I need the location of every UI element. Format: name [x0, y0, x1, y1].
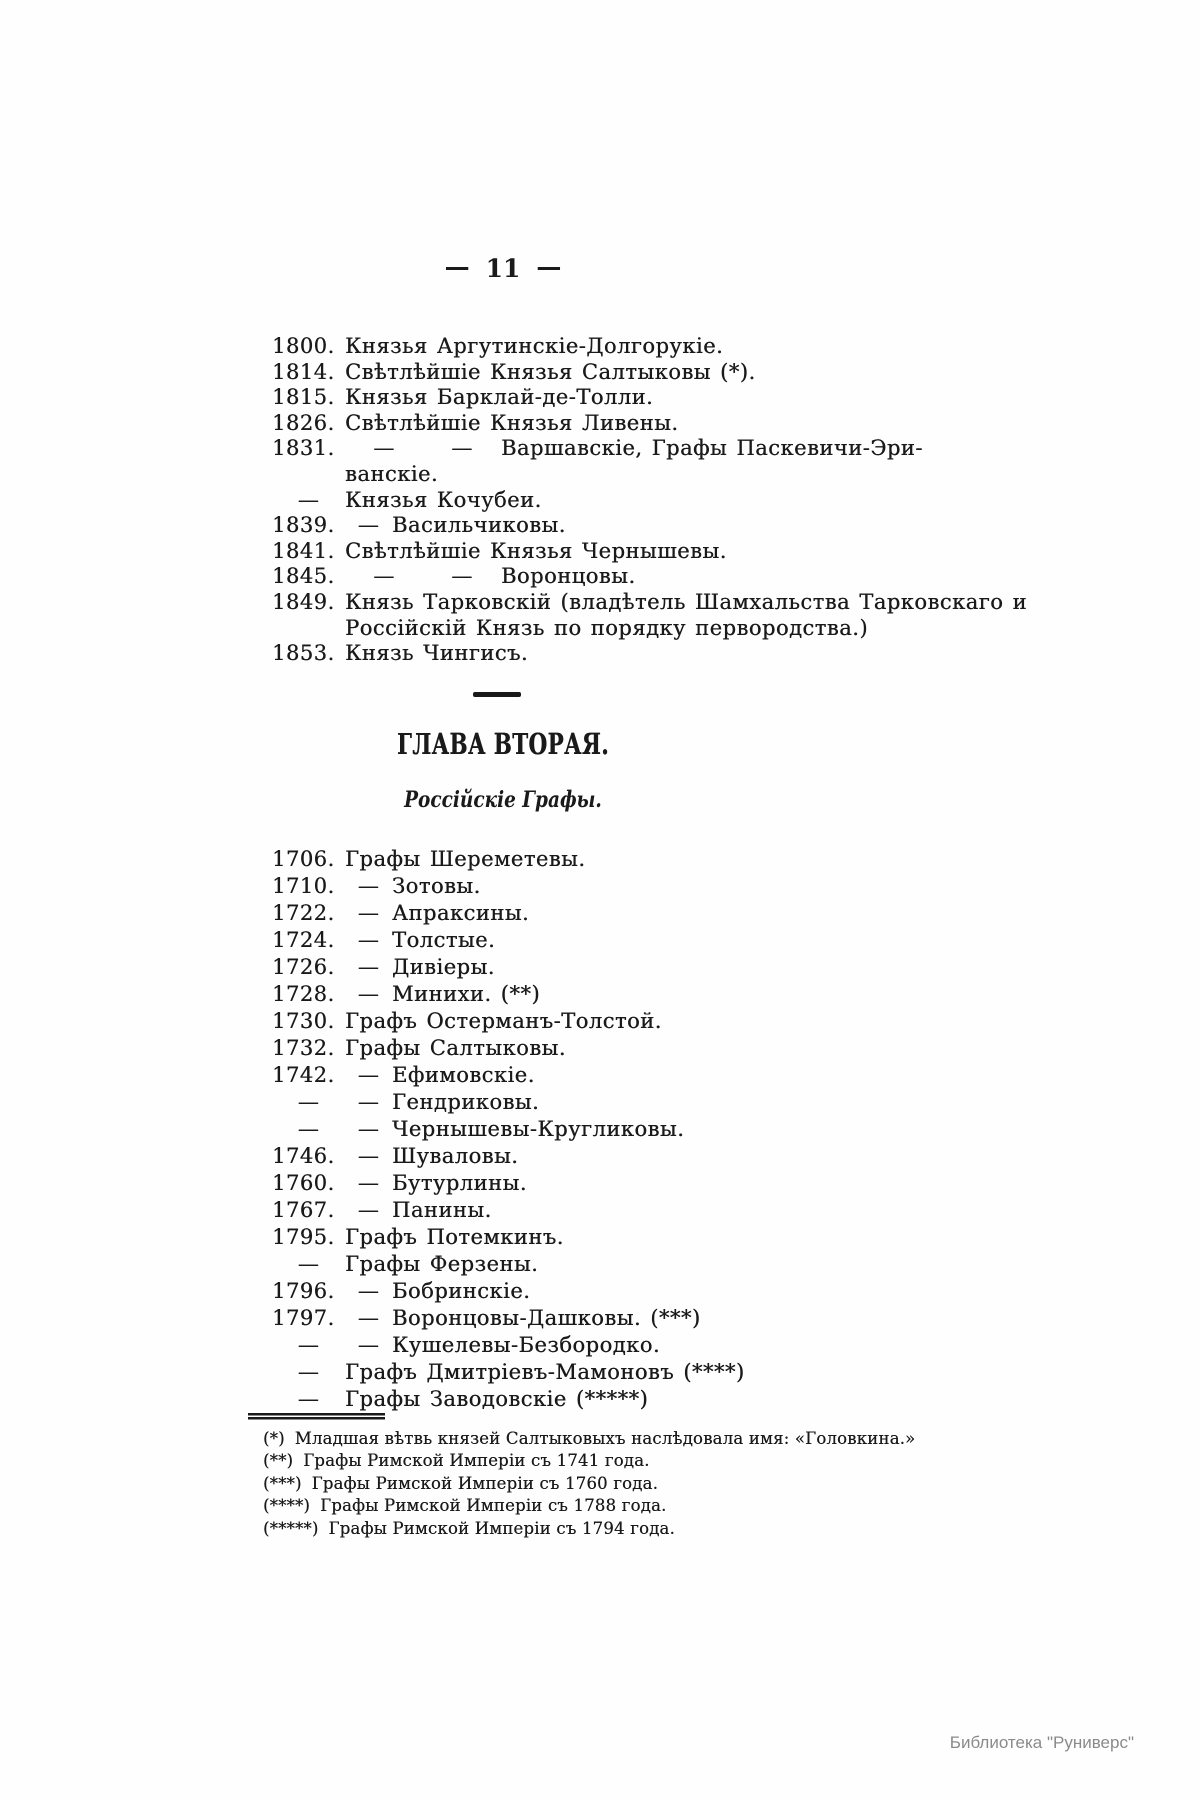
entry-year: 1722.: [272, 901, 335, 925]
entry-text: Варшавскіе, Графы Паскевичи-Эри-: [501, 436, 923, 461]
entry-text: Князья Аргутинскіе-Долгорукіе.: [345, 334, 724, 358]
entry-text: Зотовы.: [392, 874, 481, 898]
list-entry: [272, 539, 1027, 565]
entry-year: 1849.: [272, 589, 335, 614]
section-divider: [473, 692, 521, 697]
entry-dash: —: [357, 874, 380, 898]
footnote-separator: [248, 1413, 385, 1420]
entry-text: Князья Кочубеи.: [345, 487, 542, 512]
entry-year: —: [297, 1252, 320, 1276]
footnote: [263, 1428, 915, 1450]
entry-year: 1800.: [272, 334, 335, 358]
entry-year: —: [297, 1333, 320, 1357]
list-entry: [272, 564, 1027, 590]
list-entry: [272, 1386, 745, 1413]
entry-year: 1797.: [272, 1306, 335, 1330]
footnote: [263, 1495, 915, 1517]
entry-year: 1728.: [272, 982, 335, 1006]
entry-text: Воронцовы-Дашковы. (***): [392, 1306, 701, 1330]
list-entry: [272, 385, 1027, 411]
entry-text: Панины.: [392, 1198, 492, 1222]
entry-year: 1815.: [272, 385, 335, 410]
entry-dash: —: [357, 1306, 380, 1330]
list-entry: [272, 846, 745, 873]
entry-text: Гендриковы.: [392, 1090, 540, 1114]
entry-year: 1767.: [272, 1198, 335, 1222]
footnote-marker: (**): [263, 1451, 294, 1471]
list-entry: [272, 1116, 745, 1143]
entry-text: Бутурлины.: [392, 1171, 527, 1195]
entry-year: —: [297, 1387, 320, 1411]
entry-year: 1710.: [272, 874, 335, 898]
entry-dash: —: [357, 982, 380, 1006]
chapter-subtitle: Россійскіе Графы.: [404, 787, 602, 813]
chapter-title: ГЛАВА ВТОРАЯ.: [397, 727, 609, 761]
list-entry: [272, 1359, 745, 1386]
entry-text: Шуваловы.: [392, 1144, 519, 1168]
list-entry: [272, 1035, 745, 1062]
footnote-marker: (****): [263, 1496, 311, 1516]
list-entry: [272, 927, 745, 954]
footnote-text: Графы Римской Имперіи съ 1760 года.: [311, 1473, 659, 1493]
list-entry: [272, 954, 745, 981]
entry-text: Свѣтлѣйшіе Князья Салтыковы (*).: [345, 359, 756, 384]
list-entry: [272, 981, 745, 1008]
entry-year: 1839.: [272, 513, 335, 538]
entry-year: —: [297, 487, 320, 512]
footnote-marker: (*****): [263, 1518, 319, 1538]
entry-text: Свѣтлѣйшіе Князья Чернышевы.: [345, 538, 727, 563]
entry-year: 1826.: [272, 410, 335, 435]
entry-dash: —: [357, 1144, 380, 1168]
entry-text: Графы Заводовскіе (*****): [345, 1387, 649, 1411]
footnote-text: Графы Римской Имперіи съ 1794 года.: [328, 1518, 675, 1538]
entry-year: 1726.: [272, 955, 335, 979]
entry-dash: —: [357, 1090, 380, 1114]
entry-dash: —: [373, 436, 395, 461]
entry-text: Васильчиковы.: [392, 513, 566, 538]
entry-year: 1853.: [272, 641, 335, 666]
entry-dash: —: [357, 1117, 380, 1141]
entry-text: Графы Шереметевы.: [345, 847, 586, 871]
list-entry: [272, 1197, 745, 1224]
entry-year: 1796.: [272, 1279, 335, 1303]
entry-dash: —: [357, 955, 380, 979]
list-entry: [272, 590, 1027, 641]
entry-dash: —: [357, 1198, 380, 1222]
list-entry: [272, 1062, 745, 1089]
list-entry: [272, 1251, 745, 1278]
entry-text: Графъ Дмитріевъ-Мамоновъ (****): [345, 1360, 745, 1384]
footnote-text: Графы Римской Имперіи съ 1788 года.: [320, 1496, 667, 1516]
list-entry: [272, 360, 1027, 386]
entry-text: Графы Ферзены.: [345, 1252, 539, 1276]
entry-text: Ефимовскіе.: [392, 1063, 535, 1087]
entry-text: Князь Чингисъ.: [345, 641, 529, 666]
chapter2-list: [272, 846, 745, 1413]
footnote: [263, 1473, 915, 1495]
page-number: [0, 254, 1006, 284]
entry-year: 1841.: [272, 538, 335, 563]
footnotes: [263, 1428, 915, 1540]
entry-year: 1795.: [272, 1225, 335, 1249]
list-entry: [272, 411, 1027, 437]
footnote-marker: (*): [263, 1429, 285, 1448]
footnote: [263, 1450, 915, 1472]
entry-dash: —: [357, 1279, 380, 1303]
entry-text: Дивіеры.: [392, 955, 495, 979]
entry-dash: —: [451, 564, 473, 589]
entry-text: Князья Барклай-де-Толли.: [345, 385, 654, 410]
entry-year: 1814.: [272, 359, 335, 384]
list-entry: [272, 1224, 745, 1251]
entry-text: Кушелевы-Безбородко.: [392, 1333, 661, 1357]
entry-text: Апраксины.: [392, 901, 530, 925]
entry-dash: —: [357, 1171, 380, 1195]
entry-year: 1706.: [272, 847, 335, 871]
entry-text: Минихи. (**): [392, 982, 541, 1006]
entry-text: Воронцовы.: [501, 564, 636, 589]
entry-year: 1724.: [272, 928, 335, 952]
entry-text: Графъ Остерманъ-Толстой.: [345, 1009, 662, 1033]
footnote: [263, 1518, 915, 1540]
entry-year: 1845.: [272, 564, 335, 589]
list-entry: [272, 1278, 745, 1305]
entry-year: —: [297, 1117, 320, 1141]
entry-dash: —: [451, 436, 473, 461]
entry-dash: —: [373, 564, 395, 589]
chapter1-list: [272, 334, 1027, 667]
list-entry: [272, 1305, 745, 1332]
footnote-marker: (***): [263, 1473, 302, 1493]
entry-dash: —: [357, 928, 380, 952]
list-entry: [272, 513, 1027, 539]
list-entry: [272, 334, 1027, 360]
list-entry: [272, 1170, 745, 1197]
list-entry: [272, 488, 1027, 514]
list-entry: [272, 436, 1027, 487]
entry-year: 1746.: [272, 1144, 335, 1168]
entry-continuation: ванскіе.: [345, 461, 439, 486]
entry-year: 1831.: [272, 436, 335, 461]
watermark: Библиотека "Руниверс": [949, 1733, 1134, 1752]
entry-year: 1760.: [272, 1171, 335, 1195]
footnote-text: Графы Римской Имперіи съ 1741 года.: [303, 1451, 650, 1471]
entry-text: Чернышевы-Кругликовы.: [392, 1117, 685, 1141]
entry-year: 1730.: [272, 1009, 335, 1033]
list-entry: [272, 641, 1027, 667]
list-entry: [272, 1089, 745, 1116]
entry-dash: —: [357, 1333, 380, 1357]
entry-text: Толстые.: [392, 928, 496, 952]
page-number-dash-left: —: [444, 252, 470, 281]
entry-continuation: Россійскій Князь по порядку первородства.): [345, 615, 869, 640]
entry-text: Графы Салтыковы.: [345, 1036, 566, 1060]
page-number-dash-right: —: [536, 252, 562, 281]
entry-year: —: [297, 1090, 320, 1114]
entry-text: Князь Тарковскій (владѣтель Шамхальства Тарковскаго и: [345, 589, 1027, 614]
entry-year: 1742.: [272, 1063, 335, 1087]
entry-year: —: [297, 1360, 320, 1384]
list-entry: [272, 873, 745, 900]
list-entry: [272, 1143, 745, 1170]
entry-year: 1732.: [272, 1036, 335, 1060]
entry-text: Свѣтлѣйшіе Князья Ливены.: [345, 410, 679, 435]
entry-dash: —: [357, 513, 380, 538]
entry-dash: —: [357, 1063, 380, 1087]
footnote-text: Младшая вѣтвь князей Салтыковыхъ наслѣдовала имя: «Головкина.»: [294, 1429, 916, 1448]
list-entry: [272, 900, 745, 927]
entry-text: Графъ Потемкинъ.: [345, 1225, 564, 1249]
list-entry: [272, 1008, 745, 1035]
list-entry: [272, 1332, 745, 1359]
entry-text: Бобринскіе.: [392, 1279, 531, 1303]
entry-dash: —: [357, 901, 380, 925]
page-number-value: 11: [485, 254, 521, 283]
